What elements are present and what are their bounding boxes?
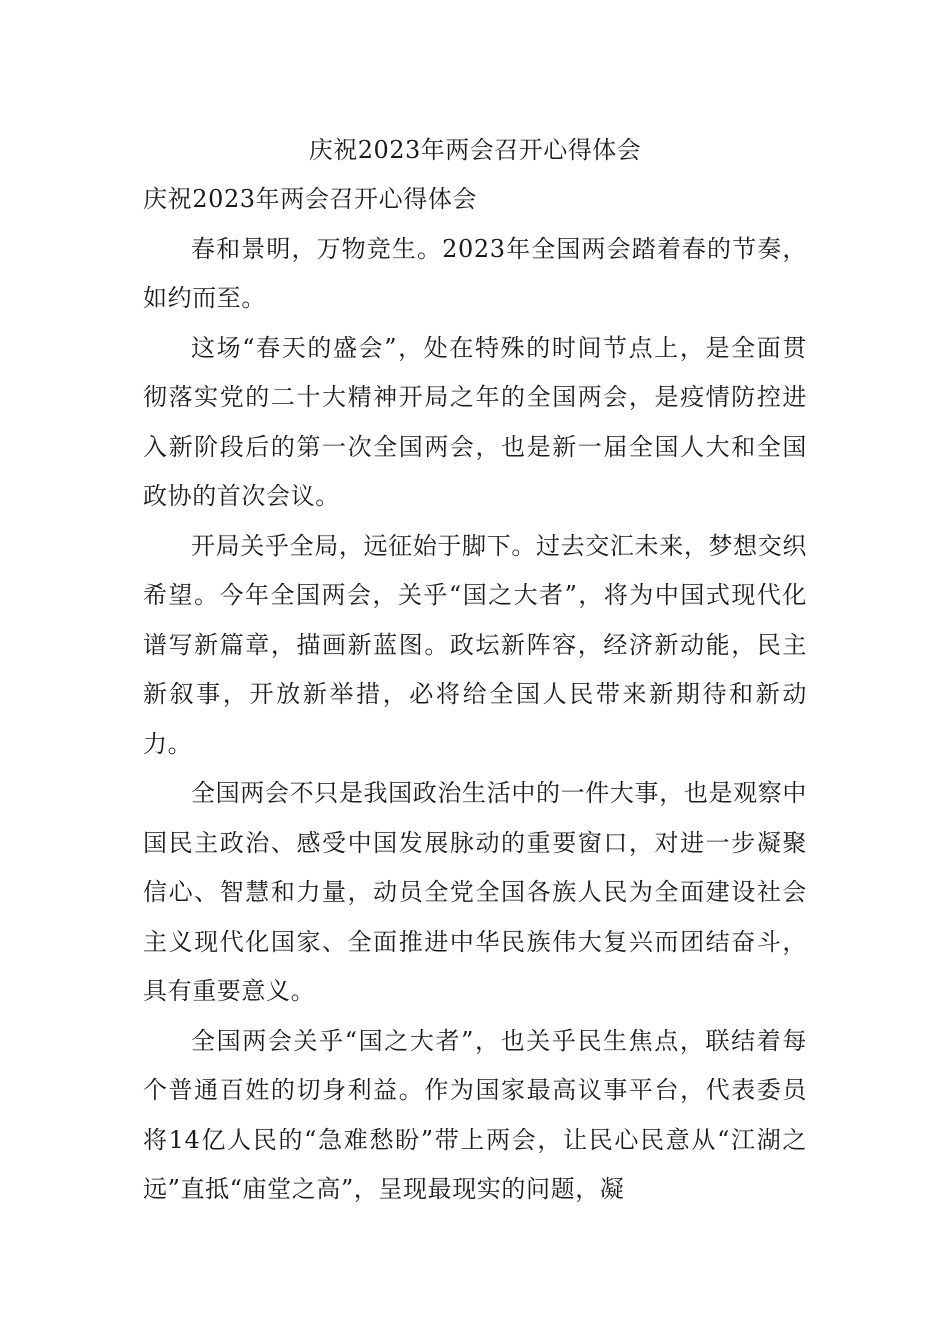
paragraph: 全国两会关乎“国之大者”，也关乎民生焦点，联结着每个普通百姓的切身利益。作为国家最高议事平台，代表委员将14亿人民的“急难愁盼”带上两会，让民心民意从“江湖之远”直抵“庙堂之高”，呈现最现实的问题，凝 (143, 1026, 807, 1203)
paragraph: 开局关乎全局，远征始于脚下。过去交汇未来，梦想交织希望。今年全国两会，关乎“国之大者”，将为中国式现代化谱写新篇章，描画新蓝图。政坛新阵容，经济新动能，民主新叙事，开放新举措，必将给全国人民带来新期待和新动力。 (143, 531, 807, 758)
paragraph: 春和景明，万物竞生。2023年全国两会踏着春的节奏，如约而至。 (143, 234, 807, 312)
paragraph: 全国两会不只是我国政治生活中的一件大事，也是观察中国民主政治、感受中国发展脉动的重要窗口，对进一步凝聚信心、智慧和力量，动员全党全国各族人民为全面建设社会主义现代化国家、全面推进中华民族伟大复兴而团结奋斗，具有重要意义。 (143, 779, 807, 1005)
document-subtitle: 庆祝2023年两会召开心得体会 (143, 185, 478, 213)
paragraph: 这场“春天的盛会”，处在特殊的时间节点上，是全面贯彻落实党的二十大精神开局之年的全国两会，是疫情防控进入新阶段后的第一次全国两会，也是新一届全国人大和全国政协的首次会议。 (143, 333, 807, 510)
document-title: 庆祝2023年两会召开心得体会 (308, 136, 642, 164)
document-body (143, 175, 807, 1215)
